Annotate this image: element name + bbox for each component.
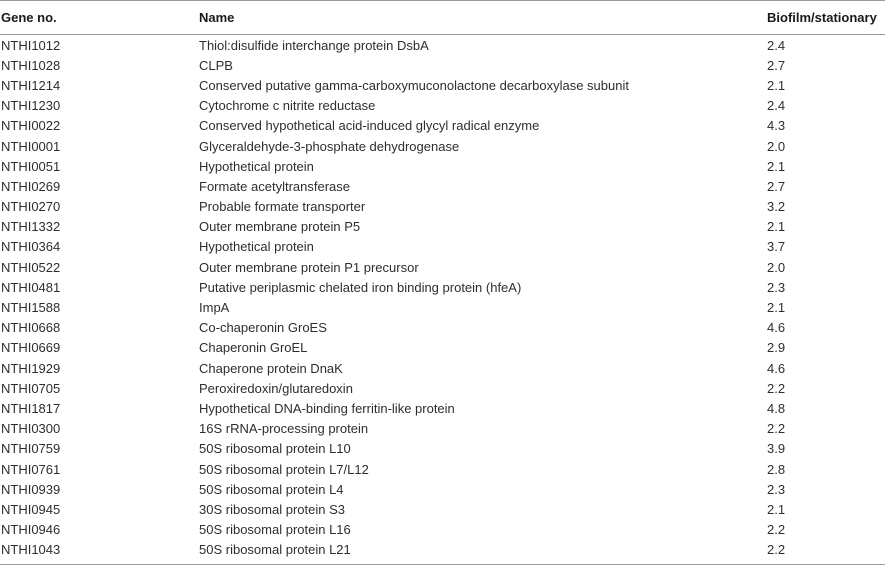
cell-gene-no: NTHI0669 xyxy=(1,340,61,356)
header-name: Name xyxy=(198,1,766,35)
cell-name: Hypothetical protein xyxy=(199,158,314,174)
cell-ratio: 2.4 xyxy=(767,98,786,114)
table-row xyxy=(0,318,885,338)
cell-name: 50S ribosomal protein L7/L12 xyxy=(199,461,369,477)
cell-gene-no: NTHI1043 xyxy=(0,540,198,565)
cell-gene-no: NTHI0300 xyxy=(1,421,61,437)
table-row xyxy=(0,96,885,116)
cell-name: 16S rRNA-processing protein xyxy=(199,421,369,437)
cell-ratio: 2.3 xyxy=(767,279,786,295)
table-row xyxy=(0,156,885,176)
cell-ratio: 4.3 xyxy=(767,118,786,134)
table-row xyxy=(0,75,885,95)
cell-ratio: 2.0 xyxy=(767,259,786,275)
cell-ratio: 4.6 xyxy=(767,320,786,336)
cell-ratio: 2.2 xyxy=(767,522,786,538)
cell-gene-no: NTHI1028 xyxy=(1,57,61,73)
cell-name: 50S ribosomal protein L16 xyxy=(199,522,351,538)
cell-name: ImpA xyxy=(199,300,230,316)
cell-name: Conserved hypothetical acid-induced glycyl radical enzyme xyxy=(199,118,540,134)
cell-gene-no: NTHI1332 xyxy=(1,219,61,235)
table-row xyxy=(0,398,885,418)
cell-ratio: 2.9 xyxy=(767,340,786,356)
header-gene-no: Gene no. xyxy=(0,1,198,35)
table-row xyxy=(0,419,885,439)
table-header xyxy=(0,1,885,35)
table-row xyxy=(0,479,885,499)
cell-ratio: 3.9 xyxy=(767,441,786,457)
table-row xyxy=(0,257,885,277)
cell-gene-no: NTHI1929 xyxy=(1,360,61,376)
cell-ratio: 2.8 xyxy=(767,461,786,477)
table-row xyxy=(0,499,885,519)
cell-name: Hypothetical protein xyxy=(199,239,314,255)
table-row xyxy=(0,237,885,257)
cell-ratio: 2.1 xyxy=(767,300,786,316)
cell-name: Outer membrane protein P1 precursor xyxy=(199,259,419,275)
cell-ratio: 4.8 xyxy=(767,400,786,416)
cell-gene-no: NTHI0945 xyxy=(1,501,61,517)
cell-gene-no: NTHI0364 xyxy=(1,239,61,255)
cell-ratio: 2.2 xyxy=(767,421,786,437)
cell-ratio: 2.2 xyxy=(767,380,786,396)
cell-gene-no: NTHI1012 xyxy=(1,37,61,53)
cell-gene-no: NTHI0668 xyxy=(1,320,61,336)
cell-gene-no: NTHI0022 xyxy=(1,118,61,134)
cell-gene-no: NTHI1817 xyxy=(1,400,61,416)
cell-gene-no: NTHI0001 xyxy=(1,138,61,154)
cell-ratio: 3.2 xyxy=(767,199,786,215)
table-row xyxy=(0,55,885,75)
table-body xyxy=(0,35,885,565)
cell-ratio: 3.7 xyxy=(767,239,786,255)
cell-name: 50S ribosomal protein L10 xyxy=(199,441,351,457)
cell-ratio: 2.1 xyxy=(767,501,786,517)
cell-name: CLPB xyxy=(199,57,233,73)
cell-gene-no: NTHI0939 xyxy=(1,481,61,497)
table-row xyxy=(0,378,885,398)
cell-name: 50S ribosomal protein L21 xyxy=(198,540,766,565)
header-biofilm-stationary: Biofilm/stationary xyxy=(766,1,885,35)
table-row xyxy=(0,338,885,358)
cell-ratio: 2.4 xyxy=(767,37,786,53)
cell-gene-no: NTHI0051 xyxy=(1,158,61,174)
cell-name: Co-chaperonin GroES xyxy=(199,320,327,336)
table-row xyxy=(0,297,885,317)
cell-gene-no: NTHI0270 xyxy=(1,199,61,215)
cell-gene-no: NTHI0761 xyxy=(1,461,61,477)
cell-name: Chaperonin GroEL xyxy=(199,340,308,356)
table-row xyxy=(0,459,885,479)
table-row xyxy=(0,439,885,459)
table-row xyxy=(0,520,885,540)
cell-ratio: 2.3 xyxy=(767,481,786,497)
cell-ratio: 2.2 xyxy=(766,540,885,565)
table-row xyxy=(0,277,885,297)
cell-ratio: 2.1 xyxy=(767,77,786,93)
cell-gene-no: NTHI1230 xyxy=(1,98,61,114)
cell-ratio: 2.1 xyxy=(767,158,786,174)
cell-name: Hypothetical DNA-binding ferritin-like protein xyxy=(199,400,455,416)
table-row xyxy=(0,358,885,378)
table-row xyxy=(0,197,885,217)
table-row xyxy=(0,176,885,196)
cell-gene-no: NTHI0759 xyxy=(1,441,61,457)
cell-gene-no: NTHI0705 xyxy=(1,380,61,396)
cell-name: Probable formate transporter xyxy=(199,199,366,215)
header-row xyxy=(0,1,885,35)
cell-ratio: 2.7 xyxy=(767,57,786,73)
table-row xyxy=(0,217,885,237)
cell-name: Putative periplasmic chelated iron binding protein (hfeA) xyxy=(199,279,522,295)
cell-ratio: 2.7 xyxy=(767,178,786,194)
cell-ratio: 2.1 xyxy=(767,219,786,235)
cell-name: 50S ribosomal protein L4 xyxy=(199,481,344,497)
cell-name: Glyceraldehyde-3-phosphate dehydrogenase xyxy=(199,138,460,154)
cell-name: Thiol:disulfide interchange protein DsbA xyxy=(199,37,429,53)
table-row xyxy=(0,136,885,156)
cell-name: Peroxiredoxin/glutaredoxin xyxy=(199,380,353,396)
table-row xyxy=(0,35,885,56)
cell-name: Conserved putative gamma-carboxymuconolactone decarboxylase subunit xyxy=(199,77,629,93)
cell-gene-no: NTHI0522 xyxy=(1,259,61,275)
cell-gene-no: NTHI0481 xyxy=(1,279,61,295)
cell-name: Cytochrome c nitrite reductase xyxy=(199,98,376,114)
cell-gene-no: NTHI1588 xyxy=(1,300,61,316)
cell-name: Formate acetyltransferase xyxy=(199,178,351,194)
cell-name: Outer membrane protein P5 xyxy=(199,219,361,235)
cell-gene-no: NTHI0269 xyxy=(1,178,61,194)
cell-ratio: 4.6 xyxy=(767,360,786,376)
cell-gene-no: NTHI0946 xyxy=(1,522,61,538)
cell-gene-no: NTHI1214 xyxy=(1,77,61,93)
table-row xyxy=(0,116,885,136)
cell-name: Chaperone protein DnaK xyxy=(199,360,343,376)
cell-name: 30S ribosomal protein S3 xyxy=(199,501,345,517)
cell-ratio: 2.0 xyxy=(767,138,786,154)
table-row xyxy=(0,540,885,565)
